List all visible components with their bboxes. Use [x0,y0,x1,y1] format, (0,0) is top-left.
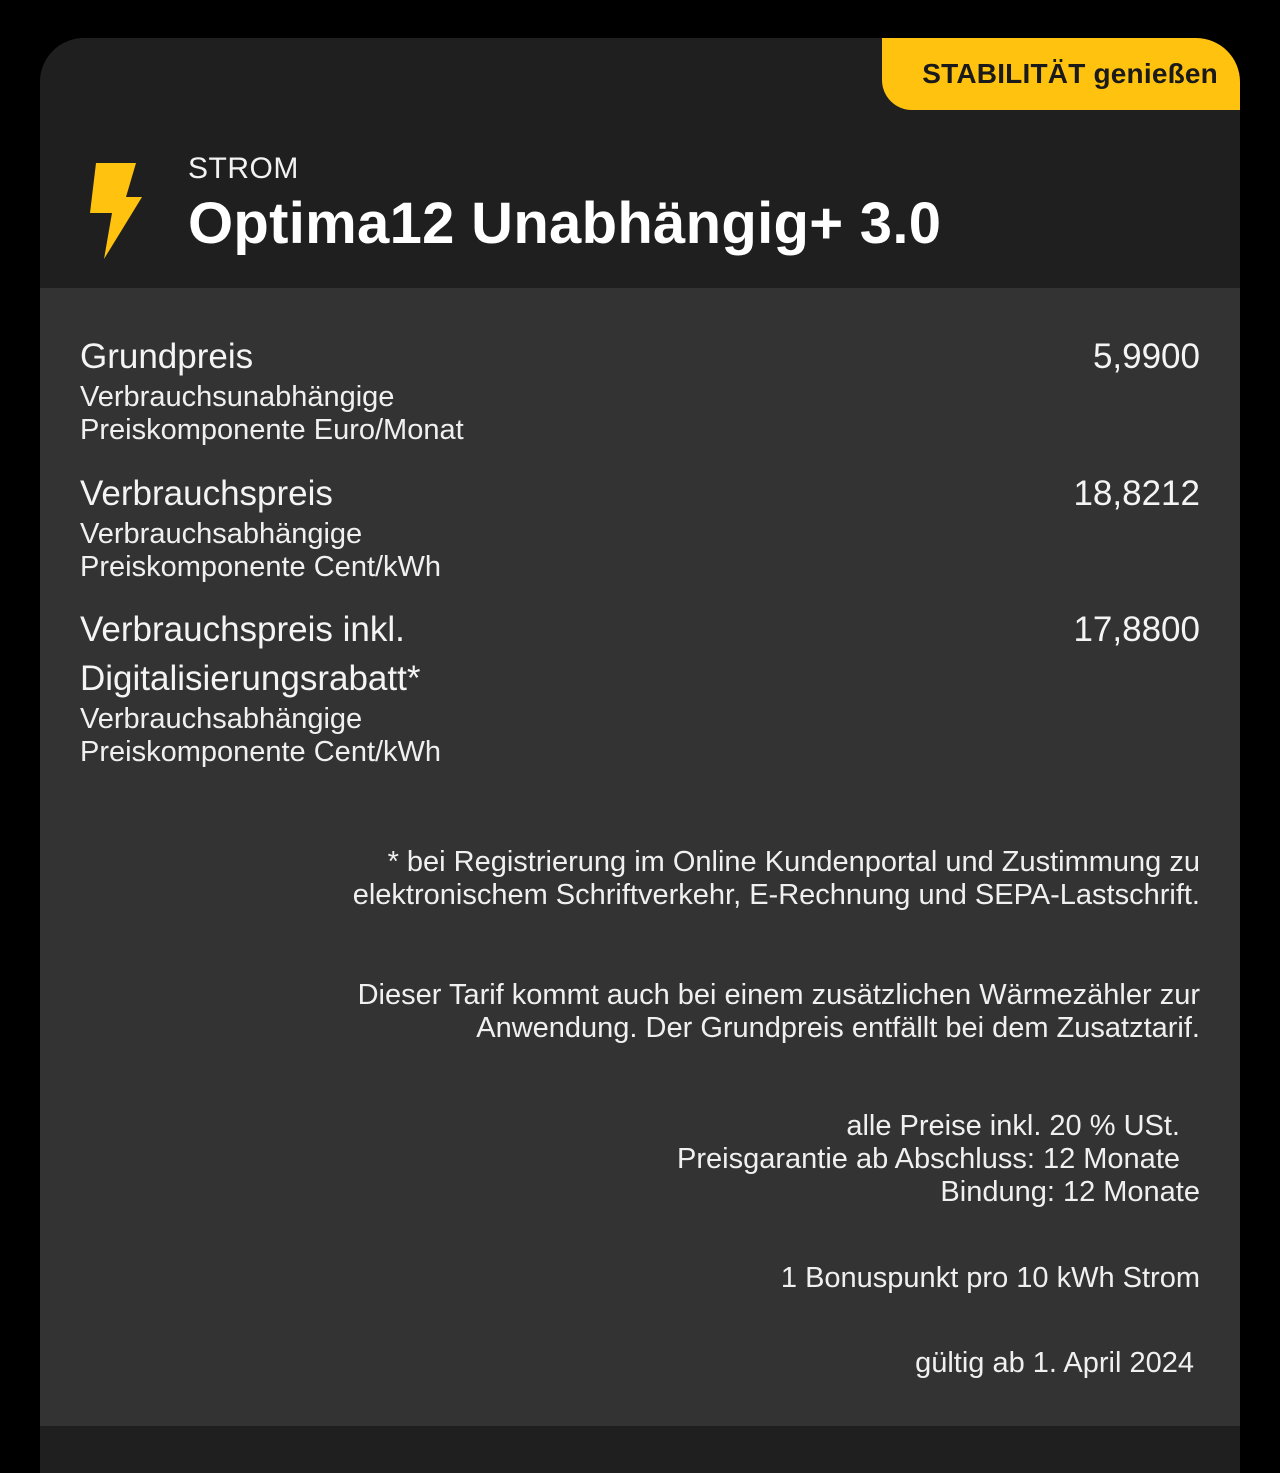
price-label: Grundpreis [80,337,254,376]
tariff-header [40,38,1240,288]
price-label: Verbrauchspreis [80,474,333,513]
price-description-line1: Verbrauchsabhängige [80,703,363,735]
tariff-card [40,38,1240,1473]
price-description-line1: Verbrauchsabhängige [80,518,363,550]
card-footer [40,1426,1240,1473]
tariff-category: STROM [188,152,299,185]
price-description-line2: Preiskomponente Cent/kWh [80,551,442,583]
price-value: 5,9900 [1092,337,1200,376]
price-guarantee-note: Preisgarantie ab Abschluss: 12 Monate [677,1143,1180,1175]
binding-note: Bindung: 12 Monate [940,1176,1200,1208]
price-row-grundpreis [80,332,1200,447]
price-value: 18,8212 [1073,474,1200,513]
tariff-title: Optima12 Unabhängig+ 3.0 [188,191,942,256]
price-row-digitalisierungsrabatt [80,605,1200,769]
vat-note: alle Preise inkl. 20 % USt. [846,1110,1180,1142]
price-label-line1: Verbrauchspreis inkl. [80,610,405,649]
stability-badge [882,38,1240,110]
heat-meter-line2: Anwendung. Der Grundpreis entfällt bei dem Zusatztarif. [476,1012,1200,1044]
price-description-line1: Verbrauchsunabhängige [80,381,395,413]
tariff-details [40,288,1240,1426]
heat-meter-note [358,979,1200,1045]
heat-meter-line1: Dieser Tarif kommt auch bei einem zusätzlichen Wärmezähler zur [357,979,1200,1011]
price-description-line2: Preiskomponente Cent/kWh [80,736,442,768]
footnote-text [353,846,1200,912]
price-value: 17,8800 [1073,610,1200,649]
price-label-line2: Digitalisierungsrabatt* [80,659,421,698]
valid-from-note: gültig ab 1. April 2024 [915,1347,1194,1379]
price-description-line2: Preiskomponente Euro/Monat [80,414,464,446]
conditions-note [677,1110,1200,1209]
stability-badge-text: STABILITÄT genießen [922,58,1218,89]
footnote-line2: elektronischem Schriftverkehr, E-Rechnung und SEPA-Lastschrift. [352,879,1200,911]
price-row-verbrauchspreis [80,469,1200,584]
lightning-bolt-icon [90,163,142,259]
bonus-note: 1 Bonuspunkt pro 10 kWh Strom [780,1262,1200,1294]
footnote-line1: * bei Registrierung im Online Kundenportal und Zustimmung zu [387,846,1200,878]
